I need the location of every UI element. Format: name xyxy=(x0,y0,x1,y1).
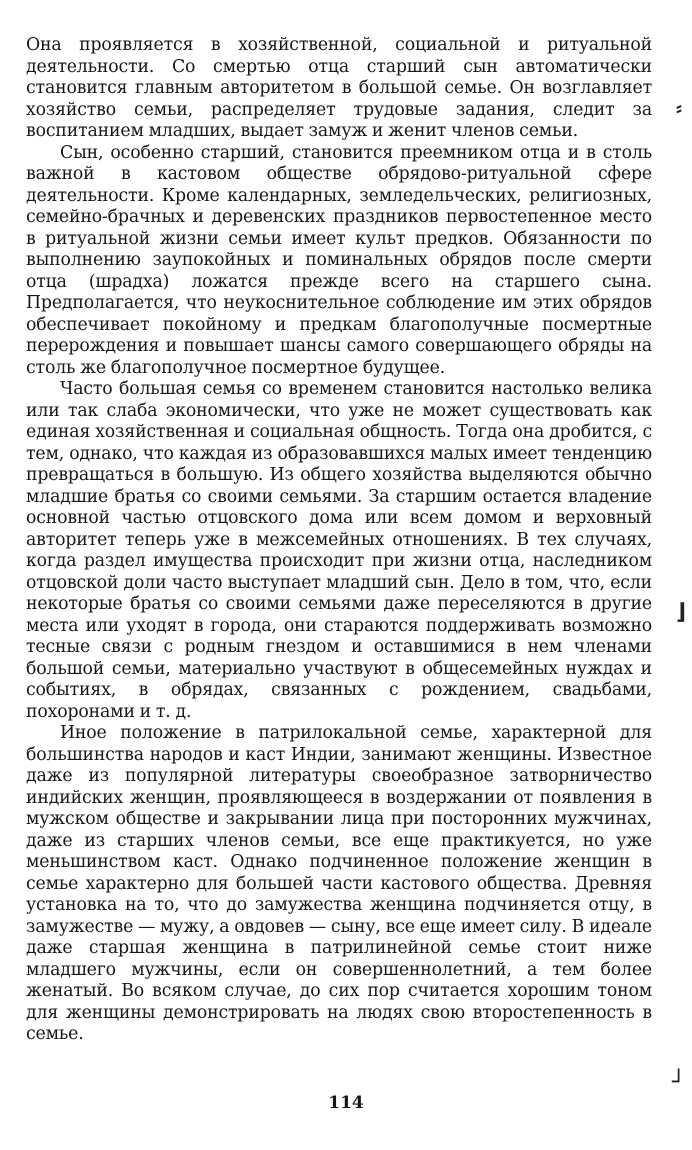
paragraph-3: Часто большая семья со временем становится настолько велика или так слаба экономически, что уже не может существовать как единая хозяйственная и социальная общность. Тогда она дробится, с тем, однако, что каждая из образовавшихся малых имеет тенденцию превращаться в большую. Из общего хозяйства выделяются обычно младшие братья со своими семьями. За старшим остается владение основной частью отцовского дома или всем домом и верховный авторитет теперь уже в межсемейных отношениях. В тех случаях, когда раздел имущества происходит при жизни отца, наследником отцовской доли часто выступает младший сын. Дело в том, что, если некоторые братья со своими семьями даже переселяются в другие места или уходят в города, они стараются поддерживать возможно тесные связи с родным гнездом и оставшимися в нем членами большой семьи, материально участвуют в общесемейных нуждах и событиях, в обрядах, связанных с рождением, свадьбами, похоронами и т. д. xyxy=(26,379,652,722)
margin-mark-icon: ┘ xyxy=(672,1070,686,1095)
body-text xyxy=(26,35,652,1046)
margin-mark-icon: ⌋ xyxy=(676,600,687,625)
paragraph-4: Иное положение в патрилокальной семье, характерной для большинства народов и каст Индии, занимают женщины. Известное даже из популярной литературы своеобразное затворничество индийских женщин, проявляющееся в воздержании от появления в мужском обществе и закрывании лица при посторонних мужчинах, даже из старших членов семьи, все еще практикуется, но уже меньшинством каст. Однако подчиненное положение женщин в семье характерно для большей части кастового общества. Древняя установка на то, что до замужества женщина подчиняется отцу, в замужестве — мужу, а овдовев — сыну, все еще имеет силу. В идеале даже старшая женщина в патрилинейной семье стоит ниже младшего мужчины, если он совершеннолетний, а тем более женатый. Во всяком случае, до сих пор считается хорошим тоном для женщины демонстрировать на людях свою второстепенность в семье. xyxy=(26,723,652,1044)
page-number: 114 xyxy=(328,1093,364,1113)
paragraph-1: Она проявляется в хозяйственной, социальной и ритуальной деятельности. Со смертью отца старший сын автоматически становится главным авторитетом в большой семье. Он возглавляет хозяйство семьи, распределяет трудовые задания, следит за воспитанием младших, выдает замуж и женит членов семьи. xyxy=(26,35,652,141)
paragraph-2: Сын, особенно старший, становится преемником отца и в столь важной в кастовом обществе обрядово-ритуальной сфере деятельности. Кроме календарных, земледельческих, религиозных, семейно-брачных и деревенских праздников первостепенное место в ритуальной жизни семьи имеет культ предков. Обязанности по выполнению заупокойных и поминальных обрядов после смерти отца (шрадха) ложатся прежде всего на старшего сына. Предполагается, что неукоснительное соблюдение им этих обрядов обеспечивает покойному и предкам благополучные посмертные перерождения и повышает шансы самого совершающего обряды на столь же благополучное посмертное будущее. xyxy=(26,142,652,378)
margin-mark-icon: ⸗ xyxy=(676,98,682,119)
